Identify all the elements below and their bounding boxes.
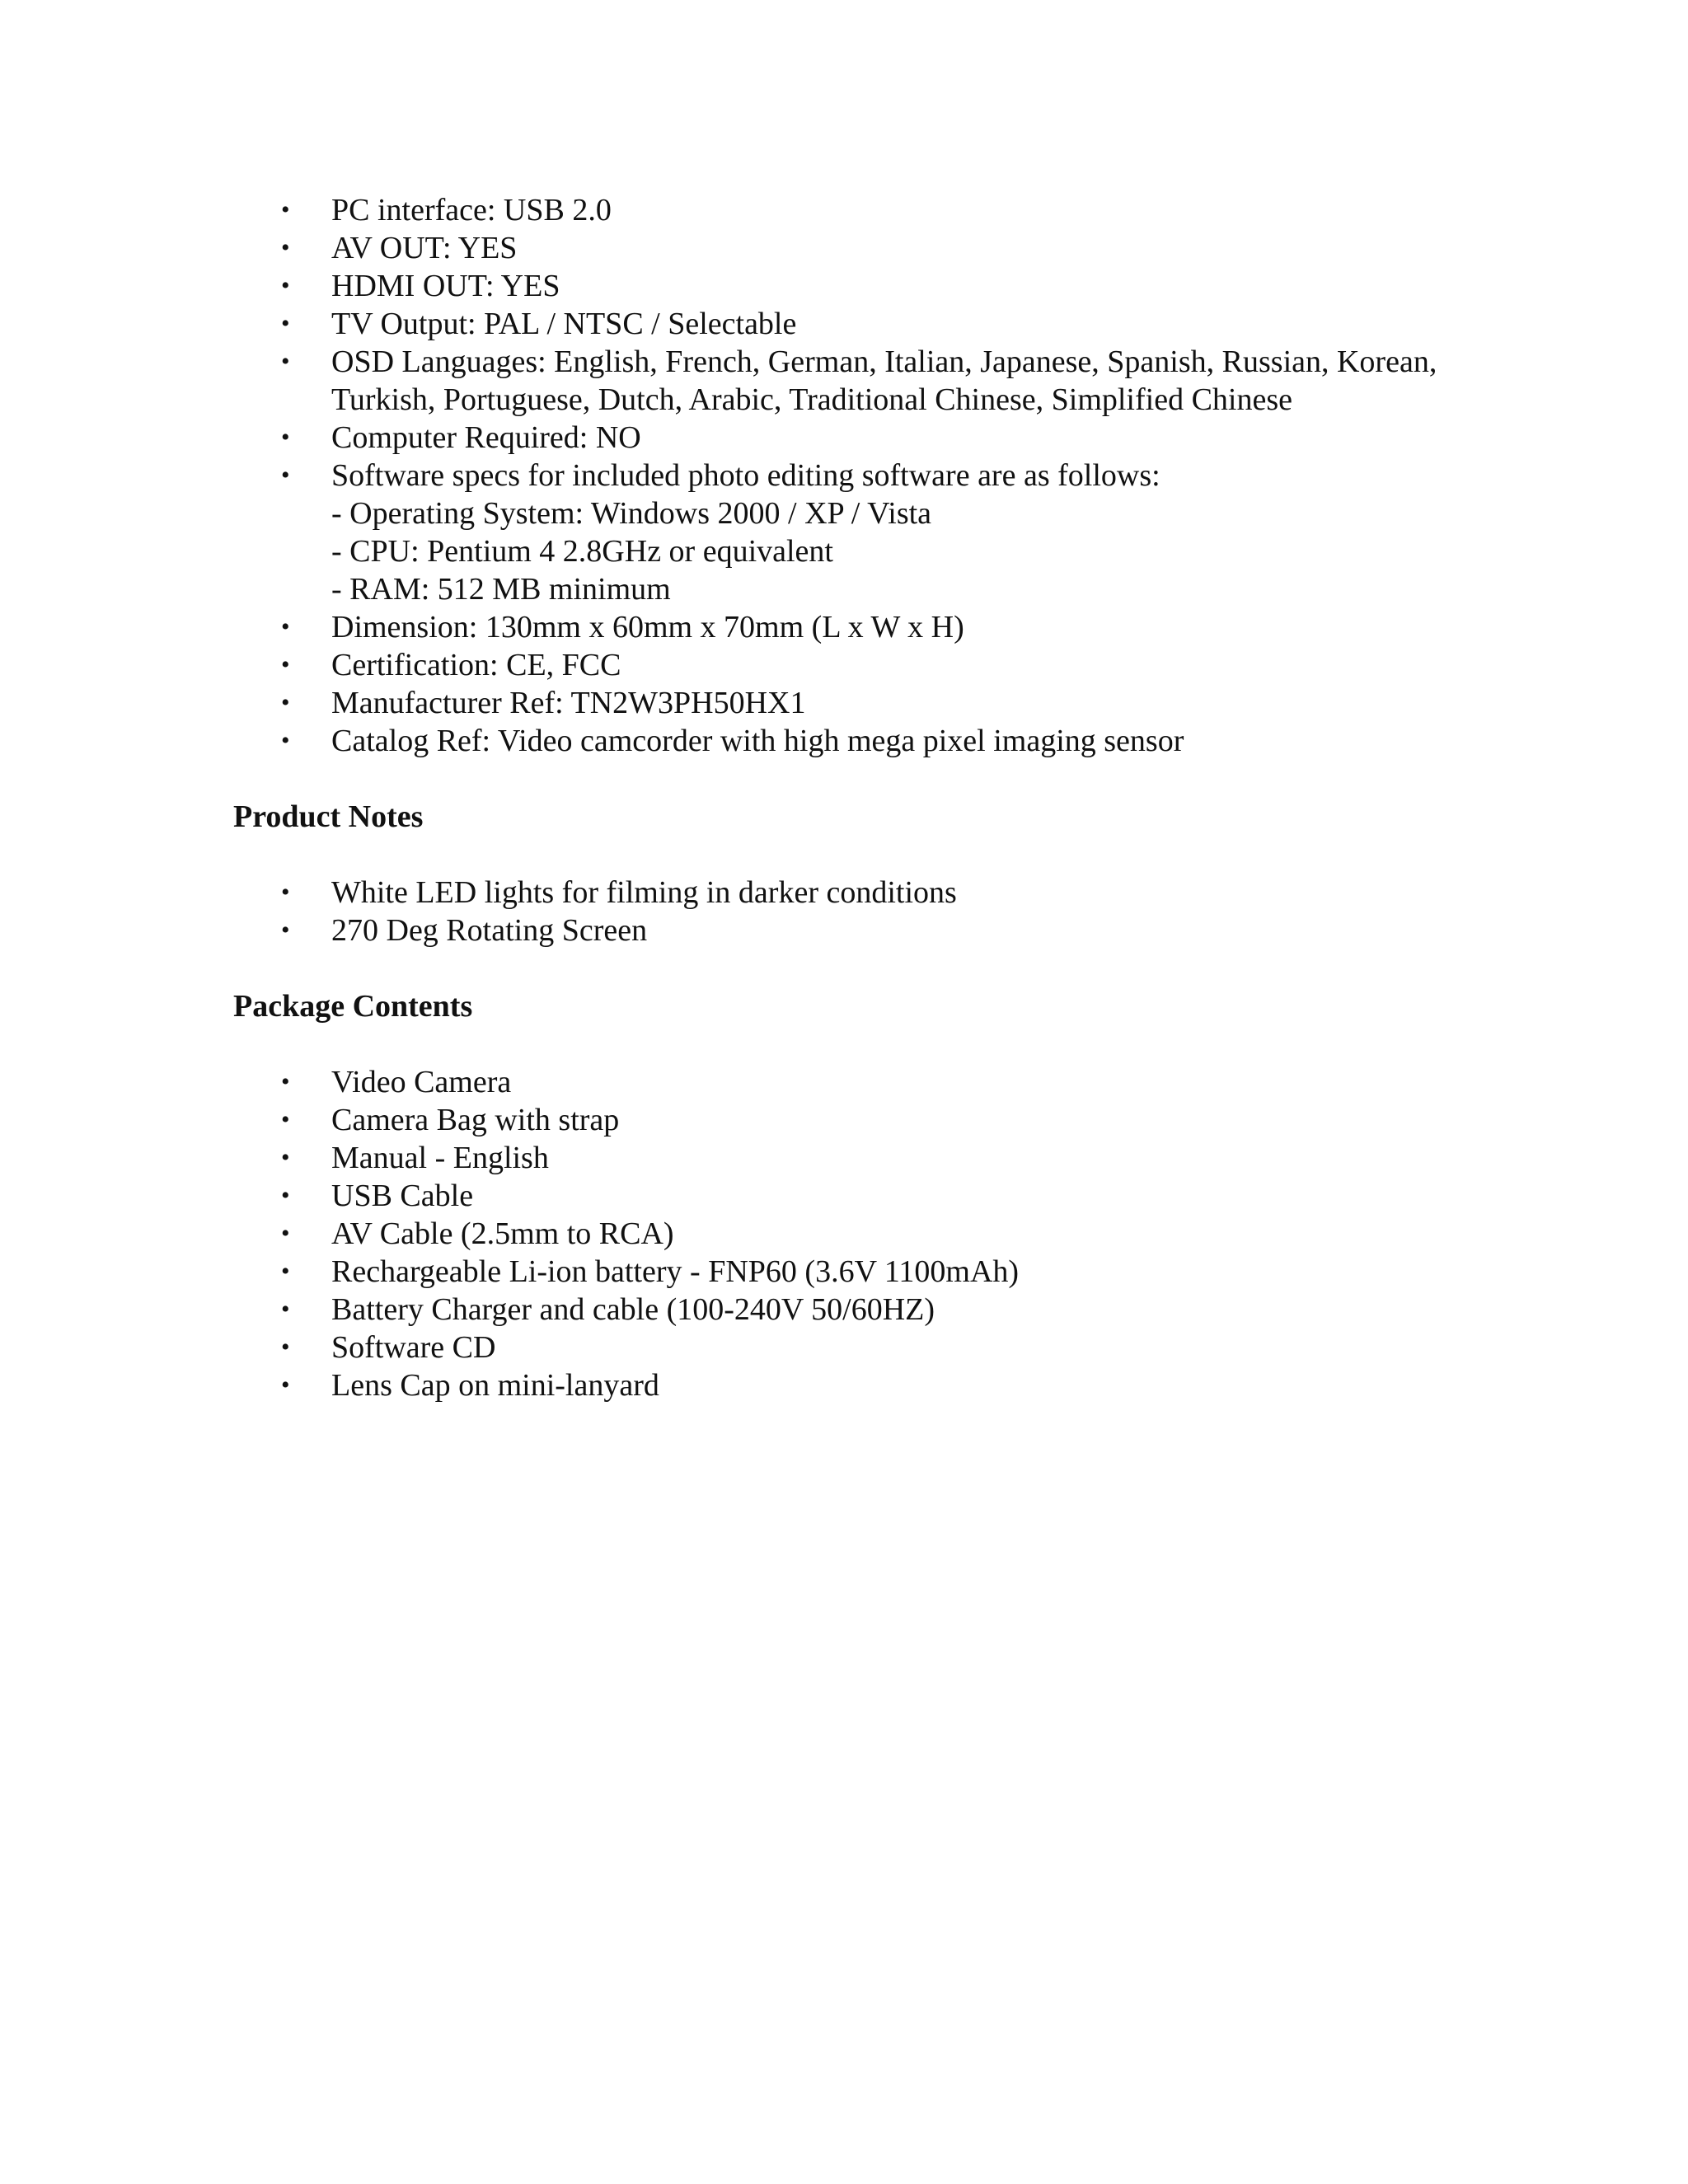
package-item-text: Lens Cap on mini-lanyard — [331, 1368, 659, 1403]
list-item — [233, 1215, 1470, 1253]
software-spec-line: - Operating System: Windows 2000 / XP / Vista — [331, 496, 932, 531]
bullet-icon: • — [281, 879, 290, 906]
package-item-text: Rechargeable Li-ion battery - FNP60 (3.6V 1100mAh) — [331, 1254, 1020, 1289]
package-item-text: AV Cable (2.5mm to RCA) — [331, 1216, 674, 1251]
bullet-icon: • — [281, 651, 290, 678]
list-item — [233, 874, 1470, 912]
software-spec-line: - RAM: 512 MB minimum — [331, 572, 671, 607]
package-item-text: Manual - English — [331, 1141, 549, 1175]
spec-item-text: Catalog Ref: Video camcorder with high mega pixel imaging sensor — [331, 724, 1184, 758]
bullet-icon: • — [281, 424, 290, 451]
spec-item-text: Certification: CE, FCC — [331, 648, 621, 682]
bullet-icon: • — [281, 1106, 290, 1133]
document-content — [233, 191, 1470, 1404]
spec-list — [233, 191, 1470, 760]
list-item — [233, 912, 1470, 949]
bullet-icon: • — [281, 1296, 290, 1323]
list-item — [233, 1329, 1470, 1366]
list-item — [233, 684, 1470, 722]
list-item — [233, 191, 1470, 229]
list-item — [233, 1366, 1470, 1404]
spec-item-text: HDMI OUT: YES — [331, 269, 560, 303]
list-item — [233, 1101, 1470, 1139]
bullet-icon: • — [281, 348, 290, 375]
spec-item-text: AV OUT: YES — [331, 231, 518, 265]
bullet-icon: • — [281, 1333, 290, 1361]
list-item — [233, 1291, 1470, 1329]
bullet-icon: • — [281, 1182, 290, 1209]
software-spec-line: - CPU: Pentium 4 2.8GHz or equivalent — [331, 534, 833, 569]
spec-item-text: Computer Required: NO — [331, 420, 641, 455]
list-item — [233, 457, 1470, 608]
list-item — [233, 1177, 1470, 1215]
bullet-icon: • — [281, 1258, 290, 1285]
spec-item-text: TV Output: PAL / NTSC / Selectable — [331, 307, 797, 341]
package-item-text: Video Camera — [331, 1065, 512, 1099]
bullet-icon: • — [281, 272, 290, 299]
list-item — [233, 343, 1470, 419]
bullet-icon: • — [281, 1371, 290, 1399]
bullet-icon: • — [281, 1144, 290, 1171]
list-item — [233, 229, 1470, 267]
note-item-text: 270 Deg Rotating Screen — [331, 913, 648, 948]
spec-item-text: Manufacturer Ref: TN2W3PH50HX1 — [331, 686, 806, 720]
spec-item-text: Dimension: 130mm x 60mm x 70mm (L x W x H) — [331, 610, 964, 644]
bullet-icon: • — [281, 462, 290, 489]
product-notes-heading: Product Notes — [233, 799, 424, 834]
list-item — [233, 1139, 1470, 1177]
bullet-icon: • — [281, 689, 290, 716]
list-item — [233, 608, 1470, 646]
bullet-icon: • — [281, 196, 290, 223]
bullet-icon: • — [281, 310, 290, 337]
list-item — [233, 419, 1470, 457]
spec-item-text: PC interface: USB 2.0 — [331, 193, 612, 227]
list-item — [233, 722, 1470, 760]
package-item-text: Camera Bag with strap — [331, 1103, 620, 1137]
list-item — [233, 267, 1470, 305]
spec-item-text: OSD Languages: English, French, German, Italian, Japanese, Spanish, Russian, Korean, Turkish, Portuguese, Dutch, Arabic, Traditional Chinese, Simplified Chinese — [331, 344, 1437, 417]
bullet-icon: • — [281, 727, 290, 754]
list-item — [233, 1063, 1470, 1101]
bullet-icon: • — [281, 234, 290, 261]
package-item-text: USB Cable — [331, 1179, 474, 1213]
package-item-text: Battery Charger and cable (100-240V 50/60HZ) — [331, 1292, 935, 1327]
bullet-icon: • — [281, 1220, 290, 1247]
bullet-icon: • — [281, 1068, 290, 1095]
list-item — [233, 305, 1470, 343]
product-notes-list — [233, 874, 1470, 949]
bullet-icon: • — [281, 613, 290, 640]
package-contents-heading: Package Contents — [233, 989, 473, 1024]
package-contents-list — [233, 1063, 1470, 1404]
package-item-text: Software CD — [331, 1330, 496, 1365]
list-item — [233, 1253, 1470, 1291]
spec-item-text: Software specs for included photo editing software are as follows: — [331, 458, 1160, 493]
bullet-icon: • — [281, 916, 290, 944]
list-item — [233, 646, 1470, 684]
note-item-text: White LED lights for filming in darker conditions — [331, 875, 957, 910]
